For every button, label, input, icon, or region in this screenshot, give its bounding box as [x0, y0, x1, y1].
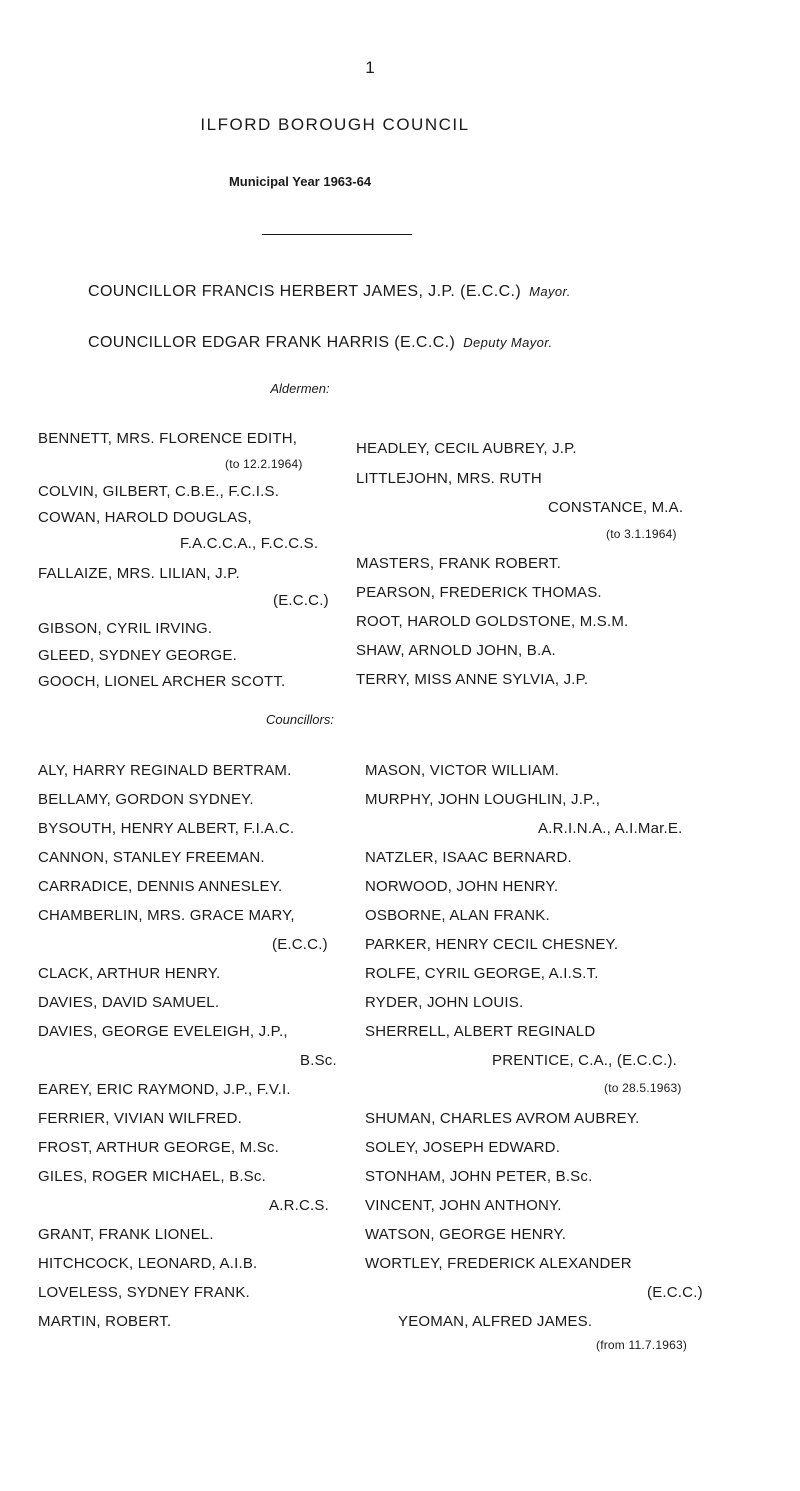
alderman-line: ROOT, HAROLD GOLDSTONE, M.S.M.: [356, 613, 629, 630]
councillor-line: NATZLER, ISAAC BERNARD.: [365, 849, 572, 866]
alderman-line: MASTERS, FRANK ROBERT.: [356, 555, 561, 572]
councillor-line: DAVIES, DAVID SAMUEL.: [38, 994, 220, 1011]
alderman-line: GOOCH, LIONEL ARCHER SCOTT.: [38, 673, 286, 690]
councillor-line: STONHAM, JOHN PETER, B.Sc.: [365, 1168, 593, 1185]
councillor-line: SOLEY, JOSEPH EDWARD.: [365, 1139, 561, 1156]
alderman-line: PEARSON, FREDERICK THOMAS.: [356, 584, 602, 601]
councillor-line: (E.C.C.): [272, 936, 328, 953]
councillor-line: GRANT, FRANK LIONEL.: [38, 1226, 214, 1243]
alderman-line: (to 12.2.1964): [225, 457, 303, 471]
councillor-line: SHUMAN, CHARLES AVROM AUBREY.: [365, 1110, 640, 1127]
title-divider: [262, 234, 412, 235]
alderman-line: GIBSON, CYRIL IRVING.: [38, 620, 213, 637]
councillor-line: B.Sc.: [300, 1052, 337, 1069]
mayor-line: [88, 283, 571, 301]
councillor-line: MARTIN, ROBERT.: [38, 1313, 172, 1330]
councillor-line: CANNON, STANLEY FREEMAN.: [38, 849, 265, 866]
councillor-line: (E.C.C.): [647, 1284, 703, 1301]
councillor-line: ROLFE, CYRIL GEORGE, A.I.S.T.: [365, 965, 599, 982]
councillor-line: CLACK, ARTHUR HENRY.: [38, 965, 221, 982]
alderman-line: LITTLEJOHN, MRS. RUTH: [356, 470, 542, 487]
alderman-line: F.A.C.C.A., F.C.C.S.: [180, 535, 319, 552]
alderman-line: (to 3.1.1964): [606, 527, 677, 541]
councillor-line: ALY, HARRY REGINALD BERTRAM.: [38, 762, 292, 779]
councillor-line: MASON, VICTOR WILLIAM.: [365, 762, 560, 779]
alderman-line: BENNETT, MRS. FLORENCE EDITH,: [38, 430, 298, 447]
alderman-line: HEADLEY, CECIL AUBREY, J.P.: [356, 440, 577, 457]
alderman-line: FALLAIZE, MRS. LILIAN, J.P.: [38, 565, 240, 582]
councillor-line: CARRADICE, DENNIS ANNESLEY.: [38, 878, 283, 895]
councillor-line: PARKER, HENRY CECIL CHESNEY.: [365, 936, 619, 953]
alderman-line: GLEED, SYDNEY GEORGE.: [38, 647, 237, 664]
alderman-line: SHAW, ARNOLD JOHN, B.A.: [356, 642, 556, 659]
page-number: 1: [365, 58, 375, 77]
councillor-line: NORWOOD, JOHN HENRY.: [365, 878, 559, 895]
alderman-line: COLVIN, GILBERT, C.B.E., F.C.I.S.: [38, 483, 280, 500]
deputy-mayor-line: [88, 334, 553, 352]
municipal-year-subtitle: Municipal Year 1963-64: [228, 174, 372, 189]
alderman-line: TERRY, MISS ANNE SYLVIA, J.P.: [356, 671, 589, 688]
councillor-line: FROST, ARTHUR GEORGE, M.Sc.: [38, 1139, 279, 1156]
mayor-role: Mayor.: [529, 284, 571, 299]
councillor-line: RYDER, JOHN LOUIS.: [365, 994, 524, 1011]
councillor-line: GILES, ROGER MICHAEL, B.Sc.: [38, 1168, 266, 1185]
councillor-line: OSBORNE, ALAN FRANK.: [365, 907, 550, 924]
councillor-line: YEOMAN, ALFRED JAMES.: [398, 1313, 593, 1330]
alderman-line: COWAN, HAROLD DOUGLAS,: [38, 509, 252, 526]
councillor-line: BYSOUTH, HENRY ALBERT, F.I.A.C.: [38, 820, 295, 837]
councillor-line: VINCENT, JOHN ANTHONY.: [365, 1197, 562, 1214]
councillor-line: FERRIER, VIVIAN WILFRED.: [38, 1110, 242, 1127]
councillor-line: CHAMBERLIN, MRS. GRACE MARY,: [38, 907, 295, 924]
councillor-line: MURPHY, JOHN LOUGHLIN, J.P.,: [365, 791, 601, 808]
mayor-name: COUNCILLOR FRANCIS HERBERT JAMES, J.P. (E.C.C.): [88, 283, 522, 300]
councillor-line: WORTLEY, FREDERICK ALEXANDER: [365, 1255, 632, 1272]
councillor-line: A.R.I.N.A., A.I.Mar.E.: [538, 820, 683, 837]
councillor-line: A.R.C.S.: [269, 1197, 329, 1214]
aldermen-heading: Aldermen:: [270, 381, 330, 396]
councillor-line: HITCHCOCK, LEONARD, A.I.B.: [38, 1255, 258, 1272]
councillor-line: (to 28.5.1963): [604, 1081, 682, 1095]
councillors-heading: Councillors:: [266, 712, 334, 727]
document-title: ILFORD BOROUGH COUNCIL: [200, 115, 470, 134]
councillor-line: WATSON, GEORGE HENRY.: [365, 1226, 567, 1243]
deputy-mayor-name: COUNCILLOR EDGAR FRANK HARRIS (E.C.C.): [88, 334, 456, 351]
alderman-line: (E.C.C.): [273, 592, 329, 609]
councillor-line: LOVELESS, SYDNEY FRANK.: [38, 1284, 250, 1301]
councillor-line: BELLAMY, GORDON SYDNEY.: [38, 791, 254, 808]
councillor-line: EAREY, ERIC RAYMOND, J.P., F.V.I.: [38, 1081, 291, 1098]
alderman-line: CONSTANCE, M.A.: [548, 499, 684, 516]
councillor-line: SHERRELL, ALBERT REGINALD: [365, 1023, 596, 1040]
deputy-mayor-role: Deputy Mayor.: [463, 335, 553, 350]
councillor-line: PRENTICE, C.A., (E.C.C.).: [492, 1052, 678, 1069]
councillor-line: (from 11.7.1963): [596, 1338, 688, 1352]
councillor-line: DAVIES, GEORGE EVELEIGH, J.P.,: [38, 1023, 288, 1040]
